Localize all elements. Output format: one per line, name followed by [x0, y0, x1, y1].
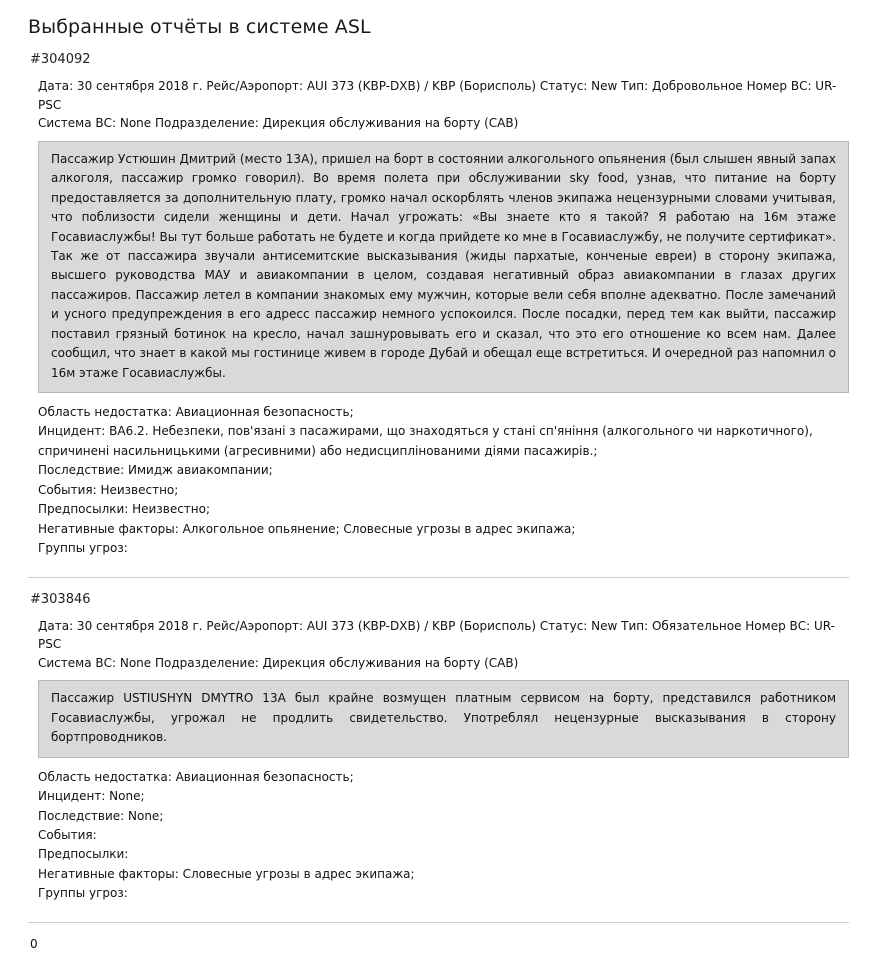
report-meta-line-1: Дата: 30 сентября 2018 г. Рейс/Аэропорт: AUI 373 (KBP-DXB) / KBP (Борисполь) Статус: New Тип: Добровольное Номер ВС: UR-PSC: [38, 79, 837, 112]
report-fields: [38, 768, 849, 904]
field-consequence: Последствие: None;: [38, 808, 164, 823]
report-meta: [38, 77, 849, 133]
field-negative-factors: Негативные факторы: Алкогольное опьянение; Словесные угрозы в адрес экипажа;: [38, 521, 576, 536]
report-meta: [38, 617, 849, 673]
footer-divider: [28, 922, 849, 923]
field-threat-groups: Группы угроз:: [38, 886, 128, 901]
report-narrative: Пассажир Устюшин Дмитрий (место 13А), пришел на борт в состоянии алкогольного опьянения (был слышен явный запах алкоголя, пассажир громко говорил). Во время полета при обслуживании sky food, узнав, что питание на борту предоставляется за дополнительную плату, громко начал оскорблять членов экипажа нецензурными словами учитывая, что поблизости сидели женщины и дети. Начал угрожать: «Вы знаете кто я такой? Я работаю на 16м этаже Госавиаслужбы! Вы тут больше работать не будете и когда прийдете ко мне в Госавиаслужбу, не получите сертификат». Так же от пассажира звучали антисемитские высказывания (жиды пархатые, конченые евреи) в сторону экипажа, высшего руководства МАУ и авиакомпании в целом, создавая негативный образ авиакомпании в глазах других пассажиров. Пассажир летел в компании знакомых ему мужчин, которые вели себя вполне адекватно. После замечаний и усного предупреждения в его адресс пассажир немного успокоился. После посадки, перед тем как выйти, пассажир поставил грязный ботинок на кресло, начал зашнуровывать его и сказал, что это его отношение ко всем нам. Далее сообщил, что знает в какой мы гостинице живем в городе Дубай и обещал еще встретиться. И очередной раз напомнил о 16м этаже Госавиаслужбы.: [38, 141, 849, 393]
report-id: #303846: [30, 591, 91, 607]
report-entry: [28, 52, 849, 559]
report-entry: [28, 592, 849, 904]
page-title: Выбранные отчёты в системе ASL: [28, 16, 371, 38]
report-fields: [38, 403, 849, 559]
field-deficiency-area: Область недостатка: Авиационная безопасность;: [38, 405, 354, 420]
report-divider: [28, 577, 849, 578]
page-number: 0: [30, 936, 38, 951]
field-threat-groups: Группы угроз:: [38, 541, 128, 556]
report-meta-line-2: Система ВС: None Подразделение: Дирекция обслуживания на борту (САВ): [38, 655, 519, 670]
field-preconditions: Предпосылки: Неизвестно;: [38, 502, 211, 517]
field-consequence: Последствие: Имидж авиакомпании;: [38, 463, 273, 478]
report-meta-line-1: Дата: 30 сентября 2018 г. Рейс/Аэропорт: AUI 373 (KBP-DXB) / KBP (Борисполь) Статус: New Тип: Обязательное Номер ВС: UR-PSC: [38, 618, 835, 652]
report-meta-line-2: Система ВС: None Подразделение: Дирекция обслуживания на борту (САВ): [38, 116, 519, 131]
field-incident: Инцидент: ВА6.2. Небезпеки, пов'язані з пасажирами, що знаходяться у стані сп'яніння (алкогольного чи наркотичного), спричинені насильницькими (агресивними) або недисциплінованими діями пасажирів.;: [38, 424, 813, 458]
field-events: События: Неизвестно;: [38, 482, 179, 497]
report-id: #304092: [30, 52, 91, 67]
bottom-spacer: [28, 959, 849, 965]
report-narrative: Пассажир USTIUSHYN DMYTRO 13A был крайне возмущен платным сервисом на борту, представился работником Госавиаслужбы, угрожал не продлить свидетельство. Употреблял нецензурные высказывания в сторону бортпроводников.: [38, 680, 849, 757]
field-preconditions: Предпосылки:: [38, 847, 129, 862]
field-events: События:: [38, 827, 97, 842]
field-deficiency-area: Область недостатка: Авиационная безопасность;: [38, 769, 354, 784]
field-negative-factors: Негативные факторы: Словесные угрозы в адрес экипажа;: [38, 866, 415, 881]
field-incident: Инцидент: None;: [38, 789, 145, 804]
